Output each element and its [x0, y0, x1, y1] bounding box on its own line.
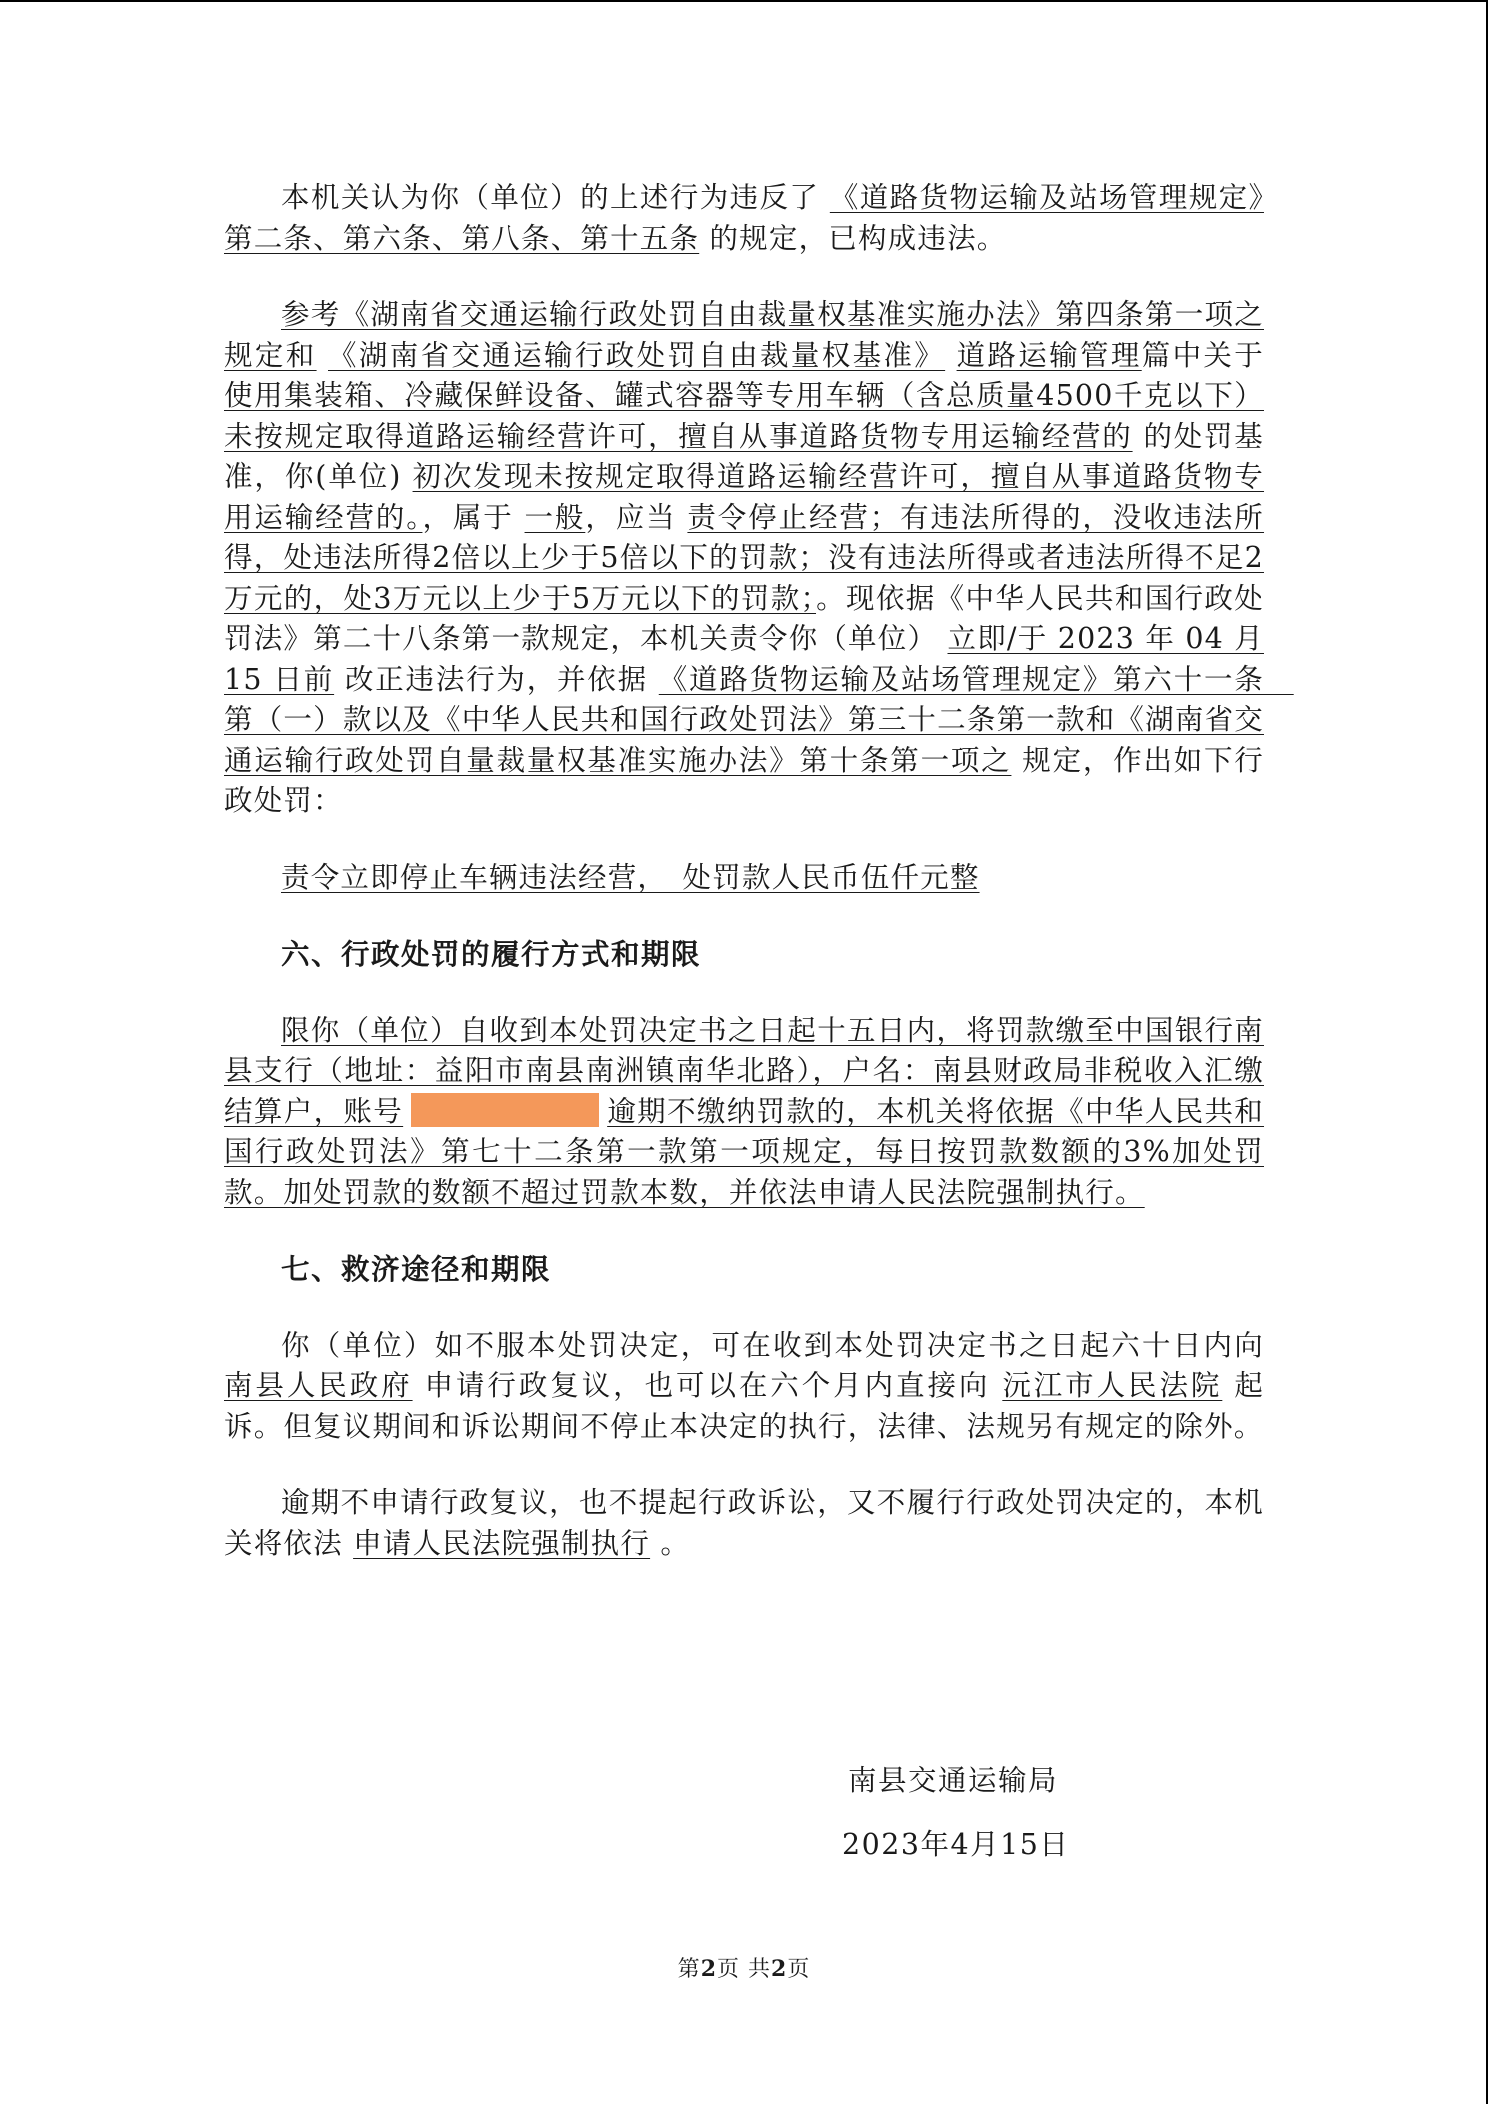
text: ，属于	[422, 500, 514, 534]
underlined-field: 沅江市人民法院	[1002, 1369, 1223, 1402]
document-body	[224, 178, 1294, 1564]
text: 起诉。但复议期间和诉讼期间不停止本决定的执行，法律、法规另有规定的除外。	[224, 1369, 1265, 1443]
underlined-field: 逾期不缴纳罚款的，本机关将依据《中华人民共和国行政处罚法》第七十二条第一款第一项规定，每日按罚款数额的3%加处罚款。加处罚款的数额不超过罚款本数，并依法申请人民法院强制执行。	[224, 1094, 1265, 1209]
section-heading-7: 七、救济途径和期限	[281, 1252, 552, 1286]
section-heading-6: 六、行政处罚的履行方式和期限	[281, 937, 702, 971]
text: ，应当	[585, 500, 677, 534]
text: 本机关认为你（单位）的上述行为违反了	[281, 181, 820, 214]
text: 的规定，已构成违法。	[709, 221, 1007, 255]
current-page: 2	[700, 1956, 717, 1982]
total-pages: 2	[771, 1956, 788, 1982]
paragraph-payment	[224, 1011, 1264, 1214]
paragraph-enforcement	[224, 1483, 1264, 1564]
redaction-box	[411, 1093, 599, 1127]
underlined-field: 《道路货物运输及站场管理规定》第二条、第六条、第八条、第十五条	[224, 181, 1264, 255]
underlined-field: 一般	[524, 500, 586, 534]
page-number-prefix: 第	[677, 1957, 701, 1982]
signature-date: 2023年4月15日	[842, 1828, 1070, 1861]
underlined-field: 南县人民政府	[224, 1369, 413, 1402]
text: 你（单位）如不服本处罚决定，可在收到本处罚决定书之日起六十日内向	[281, 1328, 1264, 1362]
underlined-field: 限你（单位）自收到本处罚决定书之日起十五日内，将罚款缴至中国银行南县支行（地址：益阳市南县南洲镇南华北路），户名：南县财政局非税收入汇缴结算户，账号	[224, 1013, 1264, 1128]
text: 。现依据《中华人民共和国行政处罚法》第二十八条第一款规定，本机关责令你（单位）	[224, 581, 1264, 655]
underlined-field: 《湖南省交通运输行政处罚自由裁量权基准》	[328, 338, 946, 372]
underlined-field: 道路运输管理	[956, 338, 1142, 372]
paragraph-violation	[224, 178, 1264, 259]
underlined-field: 责令停止经营；有违法所得的，没收违法所得，处违法所得2倍以上少于5倍以下的罚款；没有违法所得或者违法所得不足2万元的，处3万元以上少于5万元以下的罚款；	[224, 500, 1265, 615]
text: 的处罚基准，你(单位)	[224, 419, 1264, 493]
page-number	[0, 1952, 1488, 1983]
text: 规定，作出如下行政处罚：	[224, 743, 1264, 817]
underlined-field: 参考《湖南省交通运输行政处罚自由裁量权基准实施办法》第四条第一项之规定和	[224, 298, 1264, 372]
page-number-suffix: 页	[787, 1957, 811, 1982]
underlined-field: 立即/于 2023 年 04 月 15 日前	[224, 622, 1264, 696]
paragraph-decision	[224, 858, 1264, 899]
text: 篇中关于	[1141, 338, 1264, 372]
underlined-field: 使用集装箱、冷藏保鲜设备、罐式容器等专用车辆（含总质量4500千克以下）未按规定取得道路运输经营许可，擅自从事道路货物专用运输经营的	[224, 379, 1264, 453]
page-number-middle: 页 共	[717, 1957, 771, 1982]
page-top-border	[0, 0, 1488, 2]
paragraph-penalty-basis	[224, 295, 1294, 822]
text: 改正违法行为，并依据	[344, 662, 648, 696]
underlined-field: 申请人民法院强制执行	[353, 1526, 651, 1560]
underlined-field: 责令立即停止车辆违法经营， 处罚款人民币伍仟元整	[281, 860, 980, 894]
signature-organization: 南县交通运输局	[848, 1764, 1059, 1797]
underlined-field: 《道路货物运输及站场管理规定》第六十一条 第（一）款以及《中华人民共和国行政处罚法》第三十二条第一款和《湖南省交通运输行政处罚自量裁量权基准实施办法》第十条第一项之	[224, 662, 1294, 777]
underlined-field: 初次发现未按规定取得道路运输经营许可，擅自从事道路货物专用运输经营的。	[224, 460, 1265, 534]
text: 申请行政复议，也可以在六个月内直接向	[424, 1369, 991, 1402]
text: 。	[660, 1526, 691, 1560]
text: 逾期不申请行政复议，也不提起行政诉讼，又不履行行政处罚决定的，本机关将依法	[224, 1486, 1264, 1560]
paragraph-remedy	[224, 1326, 1264, 1448]
